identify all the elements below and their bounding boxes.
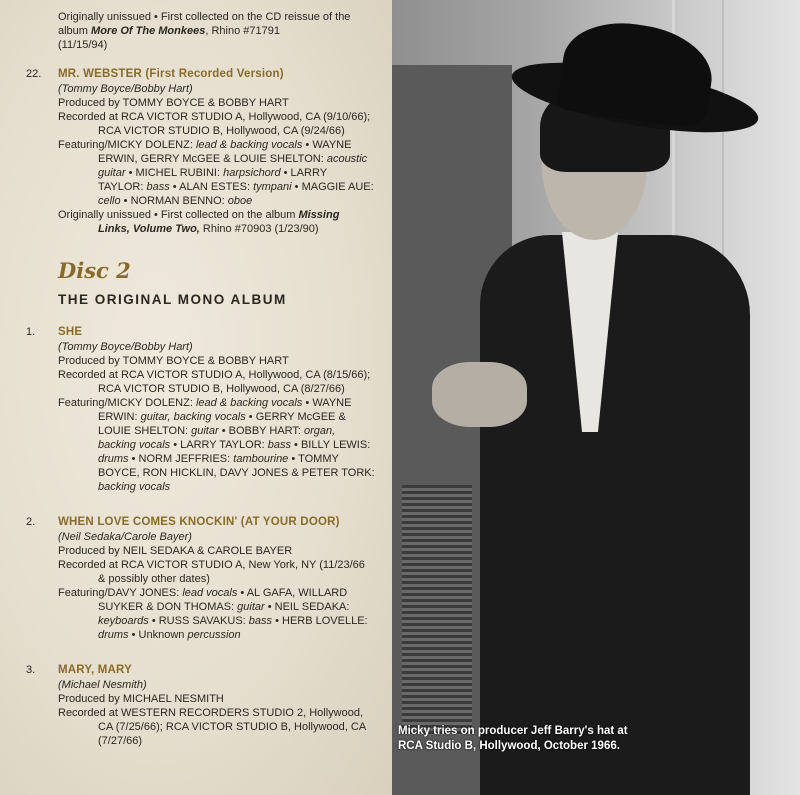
- track-writers: (Tommy Boyce/Bobby Hart): [58, 83, 193, 95]
- track-recording: Recorded at RCA VICTOR STUDIO A, New York, NY (11/23/66: [58, 559, 365, 571]
- track-release: Originally unissued • First collected on the album Missing: [58, 209, 340, 221]
- track-personnel: BOYCE, RON HICKLIN, DAVY JONES & PETER TORK:: [98, 467, 375, 479]
- text-line: Originally unissued • First collected on the CD reissue of the: [58, 11, 351, 23]
- track-recording: RCA VICTOR STUDIO B, Hollywood, CA (8/27/66): [98, 383, 345, 395]
- track-producer: Produced by TOMMY BOYCE & BOBBY HART: [58, 355, 289, 367]
- track-writers: (Neil Sedaka/Carole Bayer): [58, 531, 192, 543]
- track-number: 1.: [26, 326, 36, 338]
- track-producer: Produced by TOMMY BOYCE & BOBBY HART: [58, 97, 289, 109]
- person-hands: [432, 362, 527, 427]
- track-recording: Recorded at WESTERN RECORDERS STUDIO 2, Hollywood,: [58, 707, 364, 719]
- track-number: 3.: [26, 664, 36, 676]
- track-personnel: guitar • MICHEL RUBINI: harpsichord • LARRY: [98, 167, 328, 179]
- track-personnel: LOUIE SHELTON: guitar • BOBBY HART: organ,: [98, 425, 336, 437]
- track-recording: (7/27/66): [98, 735, 143, 747]
- track-writers: (Tommy Boyce/Bobby Hart): [58, 341, 193, 353]
- track-number: 22.: [26, 68, 42, 80]
- track-personnel: Featuring/MICKY DOLENZ: lead & backing vocals • WAYNE: [58, 397, 352, 409]
- track-personnel: SUYKER & DON THOMAS: guitar • NEIL SEDAKA:: [98, 601, 350, 613]
- text-line: album More Of The Monkees, Rhino #71791: [58, 25, 280, 37]
- photo-panel: [392, 0, 800, 795]
- text-line: (11/15/94): [58, 39, 108, 51]
- track-personnel: ERWIN: guitar, backing vocals • GERRY McGEE &: [98, 411, 346, 423]
- track-personnel: TAYLOR: bass • ALAN ESTES: tympani • MAGGIE AUE:: [98, 181, 374, 193]
- album-heading: THE ORIGINAL MONO ALBUM: [58, 292, 287, 307]
- disc-heading: Disc 2: [58, 258, 131, 283]
- track-recording: Recorded at RCA VICTOR STUDIO A, Hollywood, CA (8/15/66);: [58, 369, 371, 381]
- track-personnel: cello • NORMAN BENNO: oboe: [98, 195, 253, 207]
- person-jacket: [480, 235, 750, 795]
- track-title: WHEN LOVE COMES KNOCKIN' (AT YOUR DOOR): [58, 516, 340, 528]
- track-writers: (Michael Nesmith): [58, 679, 147, 691]
- door-vent: [402, 485, 472, 735]
- track-personnel: keyboards • RUSS SAVAKUS: bass • HERB LOVELLE:: [98, 615, 368, 627]
- track-producer: Produced by MICHAEL NESMITH: [58, 693, 224, 705]
- photo-caption: [398, 724, 698, 754]
- track-title: SHE: [58, 326, 83, 338]
- track-title: MARY, MARY: [58, 664, 132, 676]
- track-personnel: Featuring/MICKY DOLENZ: lead & backing vocals • WAYNE: [58, 139, 352, 151]
- track-producer: Produced by NEIL SEDAKA & CAROLE BAYER: [58, 545, 293, 557]
- track-personnel: backing vocals • LARRY TAYLOR: bass • BILLY LEWIS:: [98, 439, 371, 451]
- track-number: 2.: [26, 516, 36, 528]
- track-recording: & possibly other dates): [98, 573, 210, 585]
- track-recording: Recorded at RCA VICTOR STUDIO A, Hollywood, CA (9/10/66);: [58, 111, 371, 123]
- liner-notes-panel: [0, 0, 392, 795]
- track-personnel: ERWIN, GERRY McGEE & LOUIE SHELTON: acoustic: [98, 153, 368, 165]
- track-title: MR. WEBSTER (First Recorded Version): [58, 68, 284, 80]
- track-recording: CA (7/25/66); RCA VICTOR STUDIO B, Hollywood, CA: [98, 721, 367, 733]
- track-recording: RCA VICTOR STUDIO B, Hollywood, CA (9/24/66): [98, 125, 345, 137]
- caption-line: RCA Studio B, Hollywood, October 1966.: [398, 740, 620, 752]
- track-personnel: Featuring/DAVY JONES: lead vocals • AL GAFA, WILLARD: [58, 587, 348, 599]
- track-personnel: drums • NORM JEFFRIES: tambourine • TOMMY: [98, 453, 339, 465]
- track-release: Links, Volume Two, Rhino #70903 (1/23/90): [98, 223, 319, 235]
- caption-line: Micky tries on producer Jeff Barry's hat at: [398, 725, 628, 737]
- track-personnel: backing vocals: [98, 481, 171, 493]
- track-personnel: drums • Unknown percussion: [98, 629, 241, 641]
